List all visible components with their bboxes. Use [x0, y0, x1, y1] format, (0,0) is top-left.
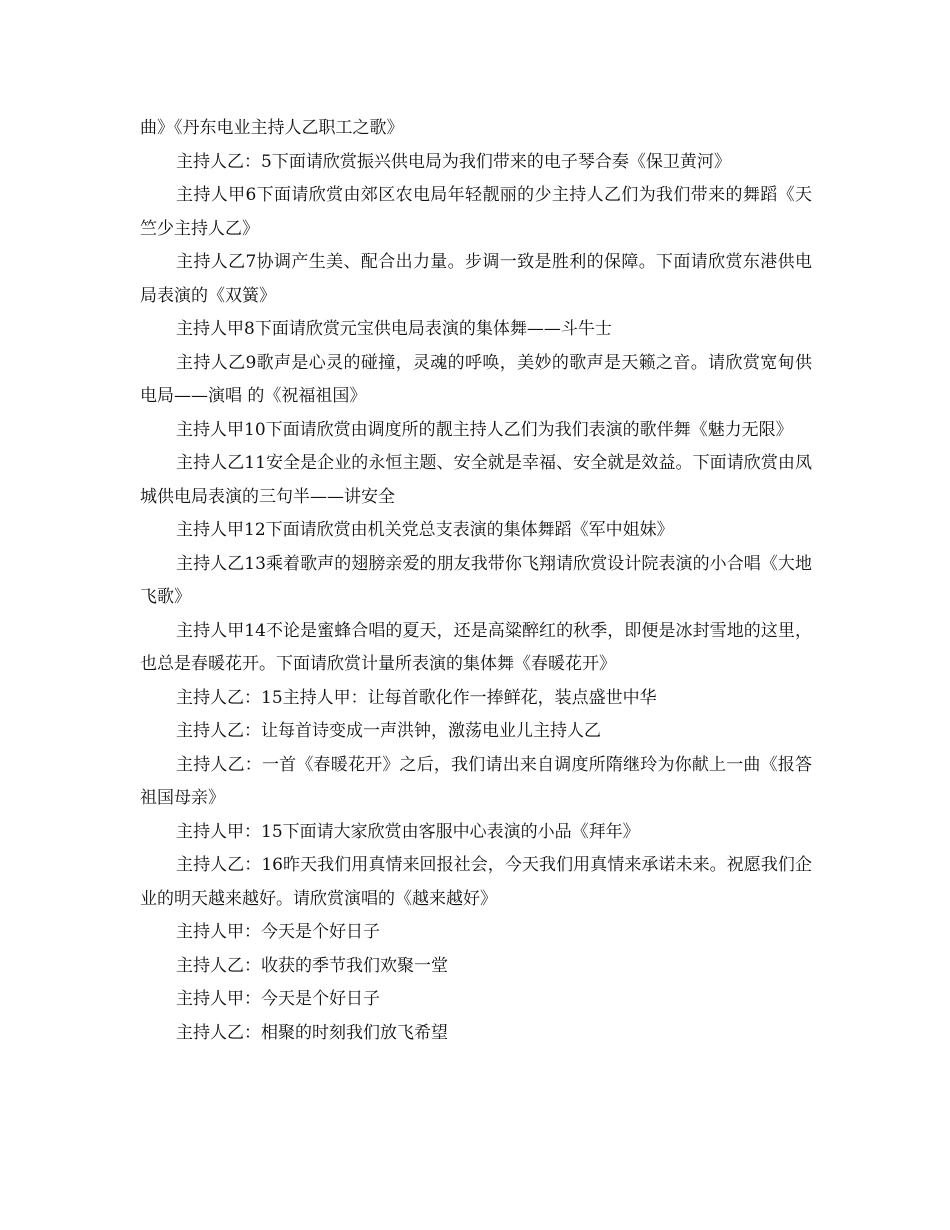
- paragraph: 主持人乙：15主持人甲：让每首歌化作一捧鲜花，装点盛世中华: [176, 687, 657, 708]
- paragraph: 主持人甲10下面请欣赏由调度所的靓主持人乙们为我们表演的歌伴舞《魅力无限》: [176, 419, 793, 440]
- paragraph: 曲》《丹东电业主持人乙职工之歌》: [140, 118, 404, 138]
- paragraph: 主持人甲：15下面请大家欣赏由客服中心表演的小品《拜年》: [176, 821, 640, 842]
- paragraph: 主持人甲6下面请欣赏由郊区农电局年轻靓丽的少主持人乙们为我们带来的舞蹈《天竺少主持人乙》: [140, 185, 812, 239]
- paragraph: 主持人乙：16昨天我们用真情来回报社会，今天我们用真情来承诺未来。祝愿我们企业的明天越来越好。请欣赏演唱的《越来越好》: [140, 855, 812, 909]
- paragraph: 主持人乙9歌声是心灵的碰撞，灵魂的呼唤，美妙的歌声是天籁之音。请欣赏宽甸供电局——演唱 的《祝福祖国》: [140, 352, 812, 406]
- paragraph: 主持人甲：今天是个好日子: [176, 922, 380, 942]
- paragraph: 主持人甲8下面请欣赏元宝供电局表演的集体舞——斗牛士: [176, 319, 612, 339]
- paragraph: 主持人甲14不论是蜜蜂合唱的夏天，还是高粱醉红的秋季，即便是冰封雪地的这里，也总是春暖花开。下面请欣赏计量所表演的集体舞《春暖花开》: [140, 620, 812, 674]
- paragraph: 主持人甲：今天是个好日子: [176, 989, 380, 1009]
- paragraph: 主持人乙13乘着歌声的翅膀亲爱的朋友我带你飞翔请欣赏设计院表演的小合唱《大地飞歌》: [140, 553, 812, 607]
- paragraph: 主持人甲12下面请欣赏由机关党总支表演的集体舞蹈《军中姐妹》: [176, 520, 674, 540]
- paragraph: 主持人乙：相聚的时刻我们放飞希望: [176, 1022, 448, 1043]
- paragraph: 主持人乙：收获的季节我们欢聚一堂: [176, 955, 448, 976]
- paragraph: 主持人乙：5下面请欣赏振兴供电局为我们带来的电子琴合奏《保卫黄河》: [176, 151, 731, 172]
- paragraph: 主持人乙：一首《春暖花开》之后，我们请出来自调度所隋继玲为你献上一曲《报答祖国母亲》: [140, 754, 812, 808]
- paragraph: 主持人乙：让每首诗变成一声洪钟，激荡电业儿主持人乙: [176, 721, 601, 741]
- paragraph: 主持人乙11安全是企业的永恒主题、安全就是幸福、安全就是效益。下面请欣赏由凤城供电局表演的三句半——讲安全: [140, 453, 812, 507]
- paragraph: 主持人乙7协调产生美、配合出力量。步调一致是胜利的保障。下面请欣赏东港供电局表演的《双簧》: [140, 252, 812, 306]
- document-body: [140, 112, 812, 1050]
